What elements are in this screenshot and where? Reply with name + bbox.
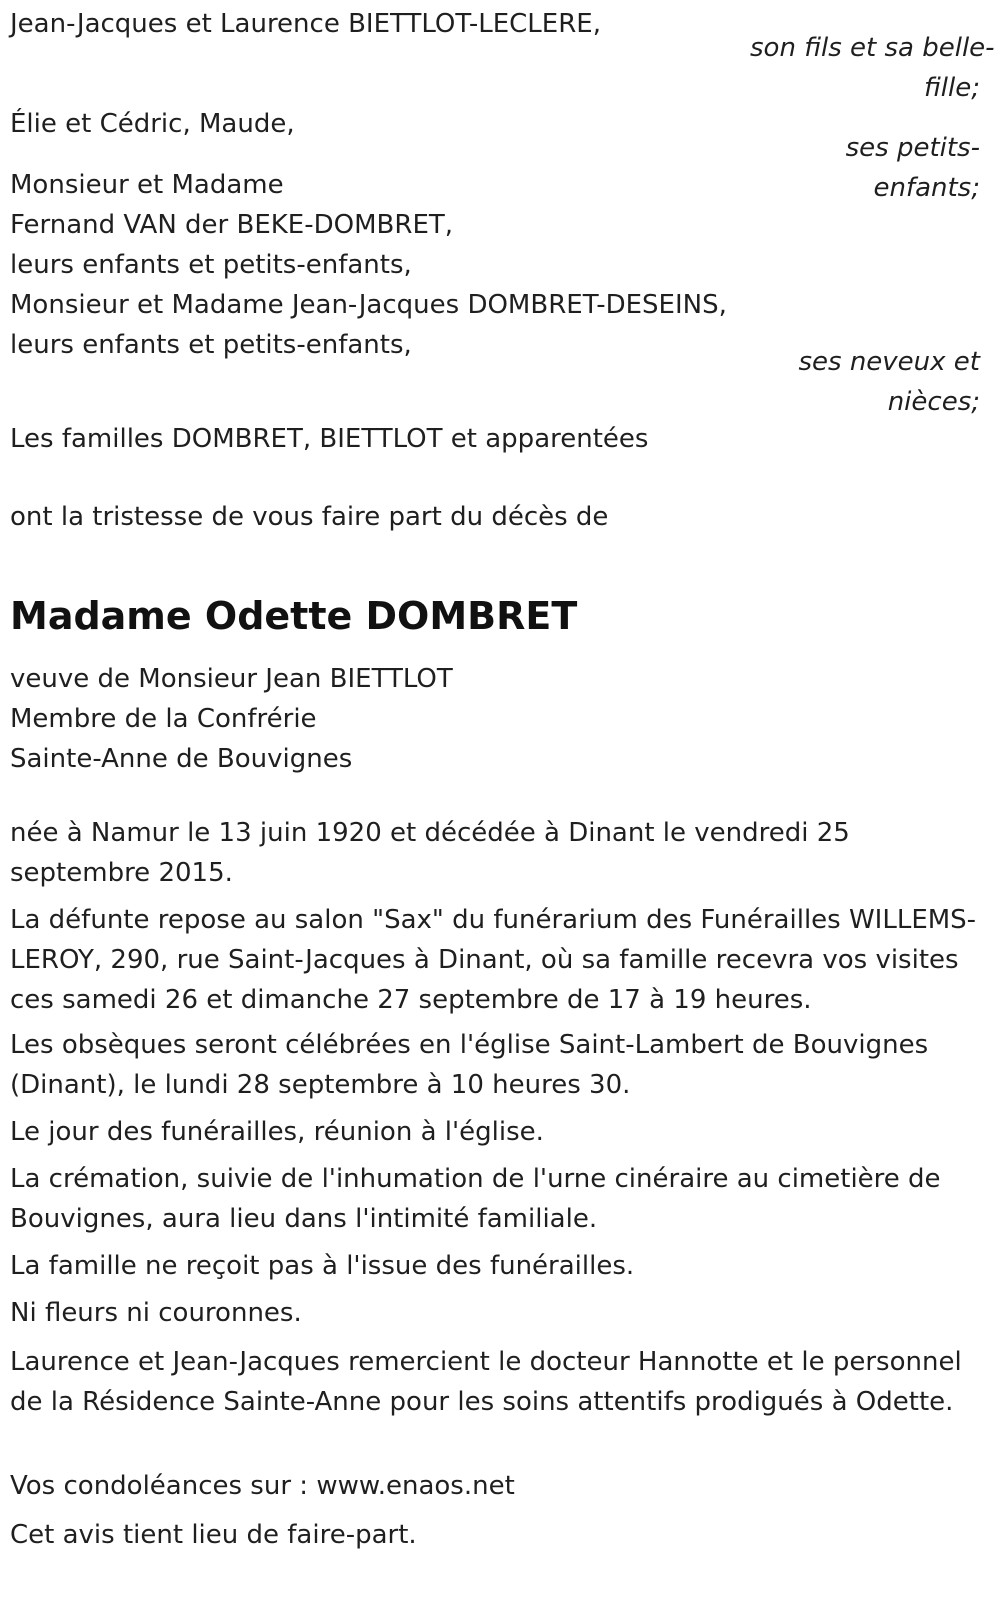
grandchildren-names: Élie et Cédric, Maude,: [10, 109, 295, 139]
deceased-details: [10, 659, 453, 779]
condolences-paragraph: Vos condoléances sur : www.enaos.net: [10, 1471, 515, 1501]
nephews-names: [10, 165, 727, 365]
nephews-line: Fernand VAN der BEKE-DOMBRET,: [10, 210, 454, 240]
birth-death-paragraph: née à Namur le 13 juin 1920 et décédée à Dinant le vendredi 25 septembre 2015.: [10, 818, 850, 888]
nephews-relation-line-1: ses neveux et: [798, 347, 980, 377]
meeting-paragraph: Le jour des funérailles, réunion à l'église.: [10, 1117, 544, 1147]
thanks-paragraph: Laurence et Jean-Jacques remercient le docteur Hannotte et le personnel de la Résidence Sainte-Anne pour les soins attentifs prodigués à Odette.: [10, 1347, 962, 1417]
son-relation-line-1: son fils et sa belle-: [750, 33, 995, 63]
notice-paragraph: Cet avis tient lieu de faire-part.: [10, 1520, 417, 1550]
nephews-line: Monsieur et Madame Jean-Jacques DOMBRET-DESEINS,: [10, 290, 727, 320]
deceased-detail-line: Sainte-Anne de Bouvignes: [10, 744, 353, 774]
nephews-relation: [750, 342, 980, 422]
deceased-detail-line: Membre de la Confrérie: [10, 704, 317, 734]
funeral-paragraph: Les obsèques seront célébrées en l'église Saint-Lambert de Bouvignes (Dinant), le lundi 28 septembre à 10 heures 30.: [10, 1030, 929, 1100]
son-names: Jean-Jacques et Laurence BIETTLOT-LECLERE,: [10, 9, 601, 39]
nephews-line: Monsieur et Madame: [10, 170, 284, 200]
deceased-name: Madame Odette DOMBRET: [10, 594, 578, 638]
deceased-detail-line: veuve de Monsieur Jean BIETTLOT: [10, 664, 453, 694]
nephews-line: leurs enfants et petits-enfants,: [10, 250, 412, 280]
nephews-line: leurs enfants et petits-enfants,: [10, 330, 412, 360]
flowers-paragraph: Ni fleurs ni couronnes.: [10, 1298, 302, 1328]
announcement-text: ont la tristesse de vous faire part du décès de: [10, 502, 609, 532]
cremation-paragraph: La crémation, suivie de l'inhumation de l'urne cinéraire au cimetière de Bouvignes, aura lieu dans l'intimité familiale.: [10, 1164, 941, 1234]
related-families: Les familles DOMBRET, BIETTLOT et apparentées: [10, 424, 649, 454]
grandchildren-relation: ses petits-enfants;: [845, 133, 980, 203]
reception-paragraph: La famille ne reçoit pas à l'issue des funérailles.: [10, 1251, 635, 1281]
repose-paragraph: La défunte repose au salon "Sax" du funérarium des Funérailles WILLEMS-LEROY, 290, rue Saint-Jacques à Dinant, où sa famille recevra vos visites ces samedi 26 et dimanche 27 septembre de 17 à 19 heures.: [10, 905, 977, 1015]
nephews-relation-line-2: nièces;: [887, 387, 980, 417]
son-relation-line-2: fille;: [924, 73, 980, 103]
son-relation: [750, 28, 995, 108]
